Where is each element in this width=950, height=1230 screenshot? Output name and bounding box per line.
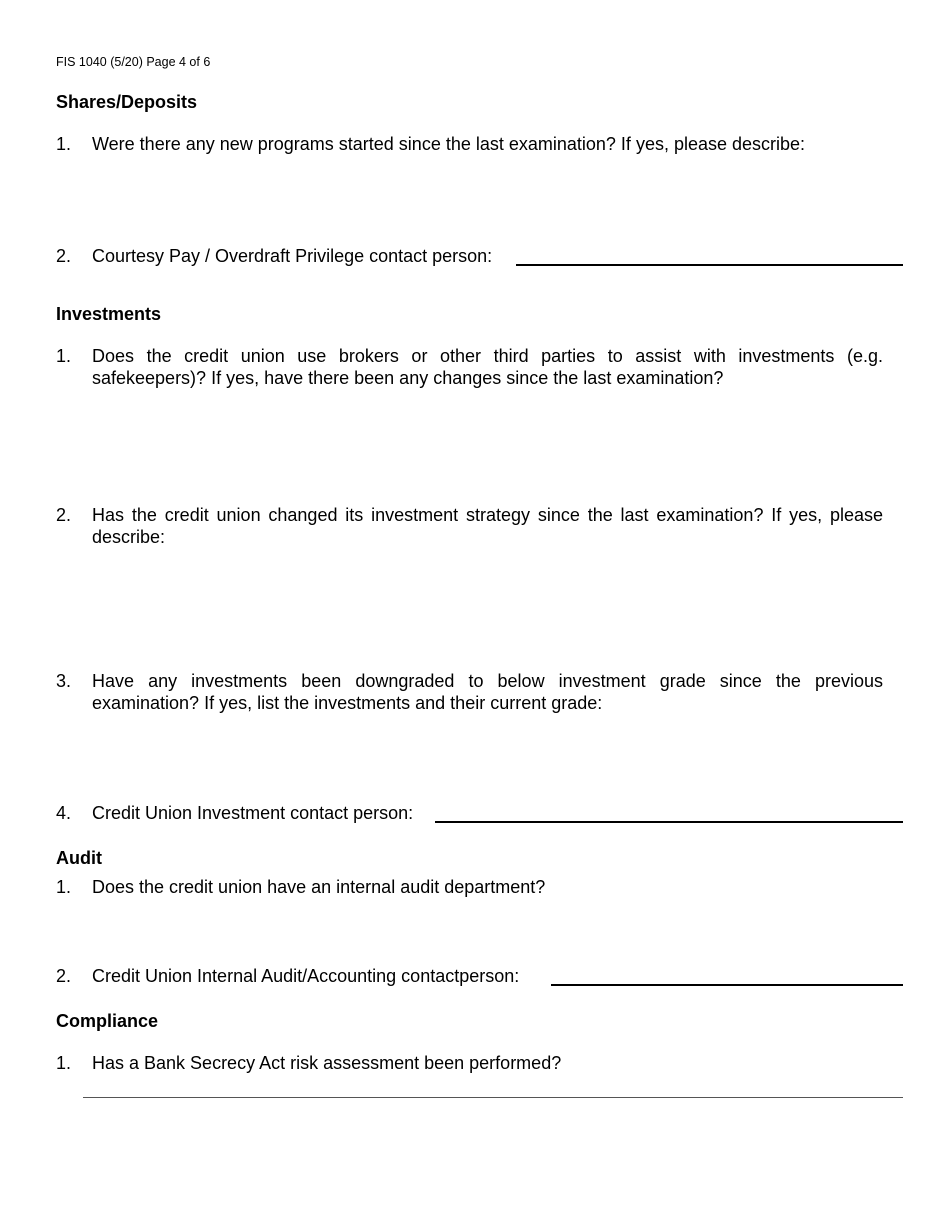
question-downgraded-investments: Have any investments been downgraded to below investment grade since the previous examination? If yes, list the investments and their current grade: bbox=[92, 671, 883, 713]
question-number: 2. bbox=[56, 966, 72, 986]
courtesy-pay-contact-field[interactable] bbox=[516, 264, 903, 266]
question-courtesy-pay-contact: Courtesy Pay / Overdraft Privilege contact person: bbox=[92, 246, 493, 266]
question-new-programs: Were there any new programs started since the last examination? If yes, please describe: bbox=[92, 134, 806, 154]
question-investment-contact: Credit Union Investment contact person: bbox=[92, 803, 414, 823]
section-title-compliance: Compliance bbox=[56, 1011, 159, 1031]
question-number: 4. bbox=[56, 803, 72, 823]
question-number: 2. bbox=[56, 246, 72, 266]
section-title-shares-deposits: Shares/Deposits bbox=[56, 92, 198, 112]
section-title-investments: Investments bbox=[56, 304, 162, 324]
audit-accounting-contact-field[interactable] bbox=[551, 984, 903, 986]
investment-contact-field[interactable] bbox=[435, 821, 903, 823]
section-title-audit: Audit bbox=[56, 848, 102, 868]
question-number: 1. bbox=[56, 1053, 72, 1073]
form-header: FIS 1040 (5/20) Page 4 of 6 bbox=[56, 55, 211, 69]
question-number: 1. bbox=[56, 346, 72, 366]
question-brokers-third-parties: Does the credit union use brokers or other third parties to assist with investments (e.g. safekeepers)? If yes, have there been any changes since the last examination? bbox=[92, 346, 883, 388]
bsa-answer-line[interactable] bbox=[83, 1097, 903, 1098]
question-audit-accounting-contact: Credit Union Internal Audit/Accounting contactperson: bbox=[92, 966, 520, 986]
question-number: 1. bbox=[56, 134, 72, 154]
question-internal-audit-department: Does the credit union have an internal audit department? bbox=[92, 877, 546, 897]
question-investment-strategy: Has the credit union changed its investment strategy since the last examination? If yes, please describe: bbox=[92, 505, 883, 547]
question-bsa-risk-assessment: Has a Bank Secrecy Act risk assessment been performed? bbox=[92, 1053, 562, 1073]
question-number: 1. bbox=[56, 877, 72, 897]
question-number: 3. bbox=[56, 671, 72, 691]
question-number: 2. bbox=[56, 505, 72, 525]
